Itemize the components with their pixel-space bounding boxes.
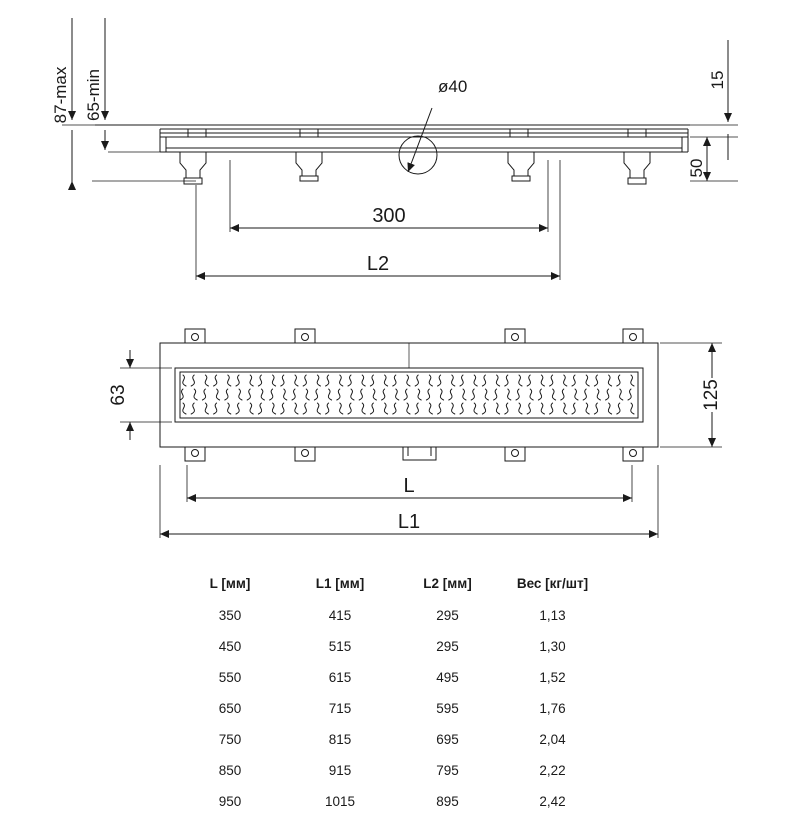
side-section-body: [95, 125, 690, 184]
table-row: [175, 631, 605, 662]
table-cell: 495: [436, 670, 459, 685]
table-cell: 515: [328, 639, 352, 654]
dim-label-125: 125: [701, 379, 722, 411]
table-cell: 815: [328, 732, 352, 747]
table-cell: 795: [436, 763, 459, 778]
table-cell: 695: [436, 732, 459, 747]
leg-4: [624, 152, 650, 184]
table-header-weight: Вес [кг/шт]: [516, 576, 589, 591]
specification-table: [175, 572, 605, 817]
table-row: [175, 600, 605, 631]
dim-label-63: 63: [108, 384, 129, 406]
table-cell: 950: [218, 794, 242, 809]
table-cell: 1,13: [539, 608, 566, 623]
table-header-l: L [мм]: [209, 576, 251, 591]
table-cell: 715: [328, 701, 352, 716]
table-cell: 415: [328, 608, 352, 623]
top-plan-body: [160, 329, 658, 461]
table-cell: 1,30: [539, 639, 566, 654]
leg-2: [296, 152, 322, 181]
table-cell: 650: [218, 701, 242, 716]
table-cell: 2,42: [539, 794, 566, 809]
table-cell: 750: [218, 732, 242, 747]
leg-3: [508, 152, 534, 181]
table-cell: 895: [436, 794, 459, 809]
dim-label-65-min: 65-min: [84, 69, 103, 121]
table-header-l1: L1 [мм]: [315, 576, 365, 591]
dim-label-outlet-dia: ø40: [438, 77, 468, 96]
table-cell: 350: [218, 608, 242, 623]
table-header-l2: L2 [мм]: [423, 576, 472, 591]
mount-lugs-bottom: [185, 447, 643, 461]
table-body: [175, 600, 605, 817]
table-cell: 450: [218, 639, 242, 654]
table-cell: 2,04: [539, 732, 566, 747]
table-row: [175, 786, 605, 817]
dim-label-15: 15: [708, 70, 727, 90]
table-row: [175, 724, 605, 755]
dim-label-l: L: [403, 475, 415, 497]
dim-outlet-leader: [408, 108, 432, 172]
table-cell: 295: [436, 608, 459, 623]
dim-label-87-max: 87-max: [51, 66, 70, 124]
dim-label-300: 300: [372, 205, 406, 227]
table-cell: 615: [328, 670, 352, 685]
dim-label-l2: L2: [366, 253, 390, 275]
dim-label-l1: L1: [397, 511, 421, 533]
mount-lugs-top: [185, 329, 643, 343]
dim-label-50: 50: [687, 158, 706, 178]
table-row: [175, 755, 605, 786]
table-row: [175, 662, 605, 693]
grate-pattern: [180, 375, 634, 414]
table-cell: 295: [436, 639, 459, 654]
table-cell: 915: [328, 763, 352, 778]
leg-1: [180, 152, 206, 184]
table-cell: 595: [436, 701, 459, 716]
table-cell: 550: [218, 670, 242, 685]
table-cell: 2,22: [539, 763, 566, 778]
table-cell: 1015: [324, 794, 356, 809]
table-row: [175, 693, 605, 724]
table-cell: 850: [218, 763, 242, 778]
table-header-row: [175, 572, 605, 600]
table-cell: 1,52: [539, 670, 566, 685]
table-cell: 1,76: [539, 701, 566, 716]
outlet-circle: [399, 136, 437, 174]
